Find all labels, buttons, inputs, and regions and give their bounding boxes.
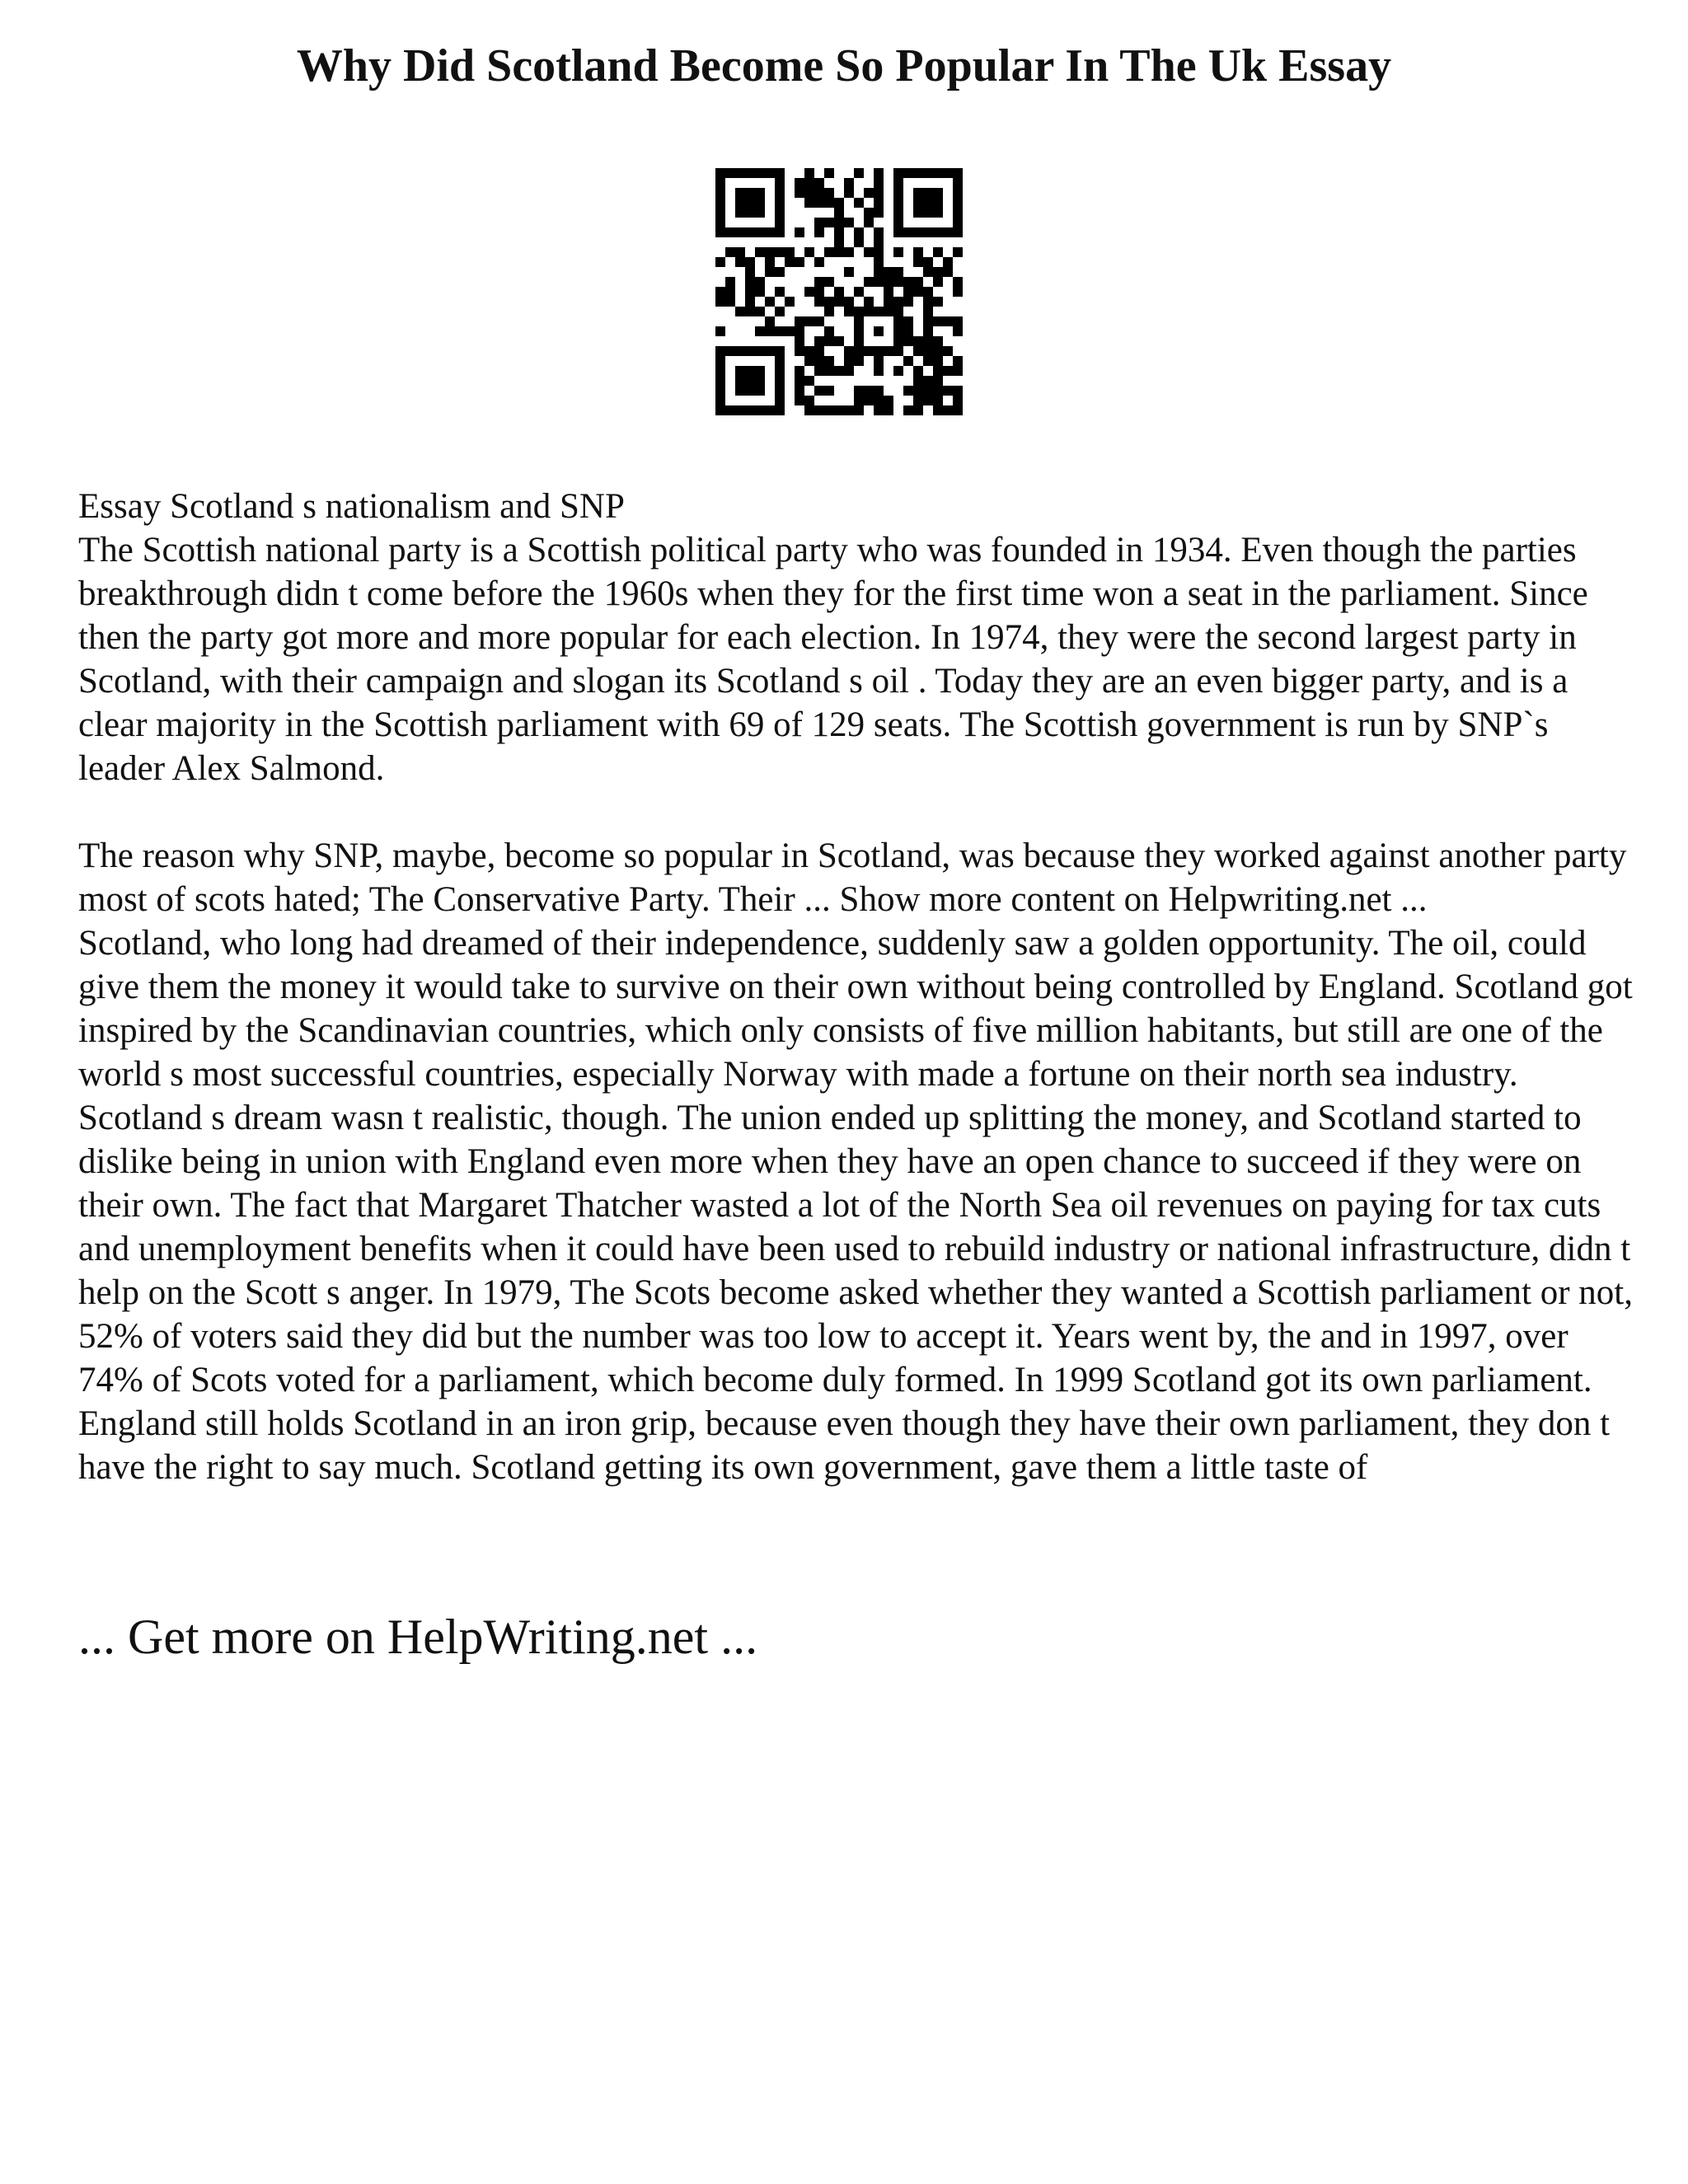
qr-module [854,237,864,247]
qr-module [735,307,745,316]
qr-module [745,307,755,316]
qr-module [795,316,804,326]
qr-module [893,247,903,257]
qr-module [864,396,874,405]
qr-module [844,188,854,198]
qr-module [725,287,735,297]
qr-module [864,188,874,198]
qr-module [903,326,913,336]
qr-module [775,326,785,336]
qr-module [864,386,874,396]
qr-module [765,297,775,307]
qr-module [844,356,854,366]
qr-module [814,386,824,396]
qr-module [824,188,834,198]
qr-module [824,386,834,396]
qr-module [814,188,824,198]
qr-module [864,218,874,227]
qr-module [913,376,923,386]
qr-module [765,316,775,326]
qr-module [834,336,844,346]
qr-module [923,287,933,297]
qr-module [854,198,864,208]
qr-module [933,297,943,307]
qr-module [933,316,943,326]
qr-module [874,326,884,336]
qr-module [814,227,824,237]
qr-module [834,237,844,247]
qr-module [804,247,814,257]
qr-module [943,386,953,396]
qr-module [824,336,834,346]
qr-module [884,277,893,287]
qr-module [874,267,884,277]
qr-module [893,326,903,336]
qr-module [874,405,884,415]
qr-module [913,287,923,297]
qr-module [893,336,903,346]
qr-module [913,405,923,415]
qr-module [953,386,963,396]
qr-module [795,178,804,188]
qr-module [933,396,943,405]
qr-module [755,326,765,336]
qr-module [923,336,933,346]
qr-module [854,316,864,326]
qr-module [715,257,725,267]
qr-module [785,247,795,257]
qr-module [755,277,765,287]
qr-module [844,218,854,227]
qr-module [903,277,913,287]
qr-module [933,277,943,287]
qr-module [795,257,804,267]
qr-module [804,405,814,415]
qr-module [814,178,824,188]
qr-module [824,198,834,208]
qr-module [814,218,824,227]
qr-module [864,307,874,316]
qr-module [795,227,804,237]
qr-module [943,257,953,267]
qr-module [923,257,933,267]
qr-module [814,356,824,366]
qr-module [844,178,854,188]
qr-module [745,267,755,277]
qr-module [933,405,943,415]
qr-module [874,356,884,366]
qr-module [913,396,923,405]
qr-module [943,366,953,376]
qr-module [913,257,923,267]
qr-module [943,316,953,326]
qr-module [884,307,893,316]
qr-module [943,267,953,277]
qr-module [953,326,963,336]
qr-module [795,188,804,198]
qr-module [725,247,735,257]
qr-module [824,297,834,307]
qr-module [953,277,963,287]
qr-module [804,168,814,178]
qr-module [923,267,933,277]
qr-module [854,168,864,178]
qr-module [814,366,824,376]
qr-module [834,405,844,415]
qr-module [854,307,864,316]
qr-module [884,405,893,415]
qr-code-icon[interactable] [715,168,963,415]
qr-module [804,178,814,188]
qr-module [834,208,844,218]
qr-module [834,198,844,208]
qr-module [834,287,844,297]
qr-module [874,198,884,208]
qr-module [814,287,824,297]
qr-module [844,297,854,307]
qr-module [923,376,933,386]
qr-module [844,267,854,277]
qr-module [903,356,913,366]
qr-module [874,386,884,396]
qr-module [903,336,913,346]
qr-module [775,247,785,257]
qr-module [864,277,874,287]
qr-module [844,346,854,356]
qr-module [854,386,864,396]
qr-module [874,237,884,247]
qr-module [755,287,765,297]
qr-module [933,366,943,376]
qr-module [913,336,923,346]
qr-module [933,247,943,257]
qr-module [755,247,765,257]
qr-module [814,405,824,415]
qr-module [844,366,854,376]
paragraph-1: The Scottish national party is a Scottish political party who was founded in 1934. Even though the parties breakthrough didn t come before the 1960s when they for the first time won a seat in the parliament. Since then the party got more and more popular for each election. In 1974, they were the second largest party in Scotland, with their campaign and slogan its Scotland s oil . Today they are an even bigger party, and is a clear majority in the Scottish parliament with 69 of 129 seats. The Scottish government is run by SNP`s leader Alex Salmond. [78,531,1588,788]
qr-module [913,346,923,356]
qr-module [854,346,864,356]
qr-module [953,287,963,297]
qr-module [913,366,923,376]
qr-module [745,287,755,297]
qr-module [953,247,963,257]
qr-module [804,188,814,198]
qr-module [824,366,834,376]
qr-module [765,247,775,257]
essay-heading: Essay Scotland s nationalism and SNP [78,487,625,526]
qr-module [785,326,795,336]
qr-module [775,307,785,316]
qr-module [755,307,765,316]
qr-module [745,257,755,267]
qr-module [765,257,775,267]
qr-module [933,386,943,396]
qr-module [804,287,814,297]
qr-module [715,326,725,336]
qr-module [864,247,874,257]
qr-module [943,346,953,356]
qr-module [854,356,864,366]
qr-module [795,366,804,376]
qr-module [864,208,874,218]
qr-module [874,208,884,218]
qr-module [785,297,795,307]
qr-module [923,356,933,366]
qr-module [933,376,943,386]
qr-module [864,297,874,307]
qr-module [775,267,785,277]
qr-module [933,336,943,346]
qr-module [854,227,864,237]
qr-module [785,257,795,267]
qr-module [814,257,824,267]
qr-module [715,297,725,307]
qr-module [795,376,804,386]
paragraph-3: Scotland, who long had dreamed of their independence, suddenly saw a golden opportunity. The oil, could give them the money it would take to survive on their own without being controlled by England. Scotland got inspired by the Scandinavian countries, which only consists of five million habitants, but still are one of the world s most successful countries, especially Norway with made a fortune on their north sea industry. Scotland s dream wasn t realistic, though. The union ended up splitting the money, and Scotland started to dislike being in union with England even more when they have an open chance to succeed if they were on their own. The fact that Margaret Thatcher wasted a lot of the North Sea oil revenues on paying for tax cuts and unemployment benefits when it could have been used to rebuild industry or national infrastructure, didn t help on the Scott s anger. In 1979, The Scots become asked whether they wanted a Scottish parliament or not, 52% of voters said they did but the number was too low to accept it. Years went by, the and in 1997, over 74% of Scots voted for a parliament, which become duly formed. In 1999 Scotland got its own parliament. England still holds Scotland in an iron grip, because even though they have their own parliament, they don t have the right to say much. Scotland getting its own government, gave them a little taste of [78,924,1633,1487]
qr-module [913,247,923,257]
qr-module [884,287,893,297]
qr-module [824,218,834,227]
qr-module [884,346,893,356]
qr-module [953,316,963,326]
qr-module [884,396,893,405]
qr-module [834,297,844,307]
qr-module [854,405,864,415]
qr-module [834,227,844,237]
qr-module [795,346,804,356]
qr-module [804,396,814,405]
qr-module [795,336,804,346]
qr-module [953,366,963,376]
qr-module [923,396,933,405]
qr-module [893,316,903,326]
qr-finder-top-left [715,168,785,237]
qr-module [913,277,923,287]
qr-module [795,326,804,336]
qr-module [893,277,903,287]
qr-module [903,405,913,415]
qr-module [874,188,884,198]
qr-module [824,168,834,178]
qr-module [864,346,874,356]
qr-module [775,287,785,297]
qr-module [814,297,824,307]
qr-module [824,307,834,316]
qr-module [725,297,735,307]
qr-module [874,307,884,316]
qr-module [884,297,893,307]
qr-module [795,396,804,405]
qr-module [874,247,884,257]
qr-module [804,198,814,208]
qr-module [933,346,943,356]
qr-module [804,356,814,366]
qr-module [893,366,903,376]
qr-module [824,356,834,366]
qr-module [874,346,884,356]
qr-module [834,366,844,376]
qr-module [953,396,963,405]
qr-module [814,346,824,356]
qr-module [903,386,913,396]
qr-module [923,326,933,336]
qr-module [874,396,884,405]
qr-module [854,336,864,346]
qr-module [745,297,755,307]
qr-module [844,247,854,257]
qr-module [943,405,953,415]
essay-body [78,485,1636,1489]
qr-module [854,396,864,405]
qr-module [844,307,854,316]
paragraph-spacer [78,790,1636,834]
qr-module [903,287,913,297]
qr-module [893,297,903,307]
qr-module [874,277,884,287]
qr-module [854,326,864,336]
qr-module [903,316,913,326]
qr-module [893,346,903,356]
qr-module [923,386,933,396]
qr-module [814,198,824,208]
qr-finder-bottom-left [715,346,785,415]
qr-module [923,307,933,316]
paragraph-2[interactable]: The reason why SNP, maybe, become so popular in Scotland, was because they worked against another party most of scots hated; The Conservative Party. Their ... Show more content on Helpwriting.net ... [78,837,1627,919]
qr-module [765,326,775,336]
qr-module [814,316,824,326]
qr-module [874,257,884,267]
qr-module [745,277,755,287]
qr-module [715,287,725,297]
qr-module [884,267,893,277]
qr-module [923,316,933,326]
qr-module [874,168,884,178]
qr-module [824,247,834,257]
qr-module [725,277,735,287]
qr-module [913,386,923,396]
qr-module [735,257,745,267]
qr-module [903,297,913,307]
qr-module [874,227,884,237]
get-more-link[interactable]: ... Get more on HelpWriting.net ... [78,1610,758,1664]
qr-module [923,297,933,307]
qr-module [814,336,824,346]
qr-module [834,218,844,227]
qr-module [893,307,903,316]
qr-module [824,326,834,336]
qr-module [933,356,943,366]
qr-module [735,247,745,257]
qr-module [874,178,884,188]
qr-module [765,267,775,277]
qr-module [953,356,963,366]
qr-module [854,287,864,297]
qr-module [923,346,933,356]
qr-module [795,386,804,396]
qr-module [804,376,814,386]
qr-module [804,316,814,326]
qr-module [824,405,834,415]
qr-finder-top-right [893,168,963,237]
qr-module [804,346,814,356]
qr-code-graphic [715,168,963,415]
qr-module [874,366,884,376]
qr-module [824,277,834,287]
qr-module [933,267,943,277]
qr-module [893,267,903,277]
qr-module [844,405,854,415]
qr-module [834,247,844,257]
qr-module [814,277,824,287]
document-title: Why Did Scotland Become So Popular In The Uk Essay [296,40,1392,91]
qr-module [953,405,963,415]
